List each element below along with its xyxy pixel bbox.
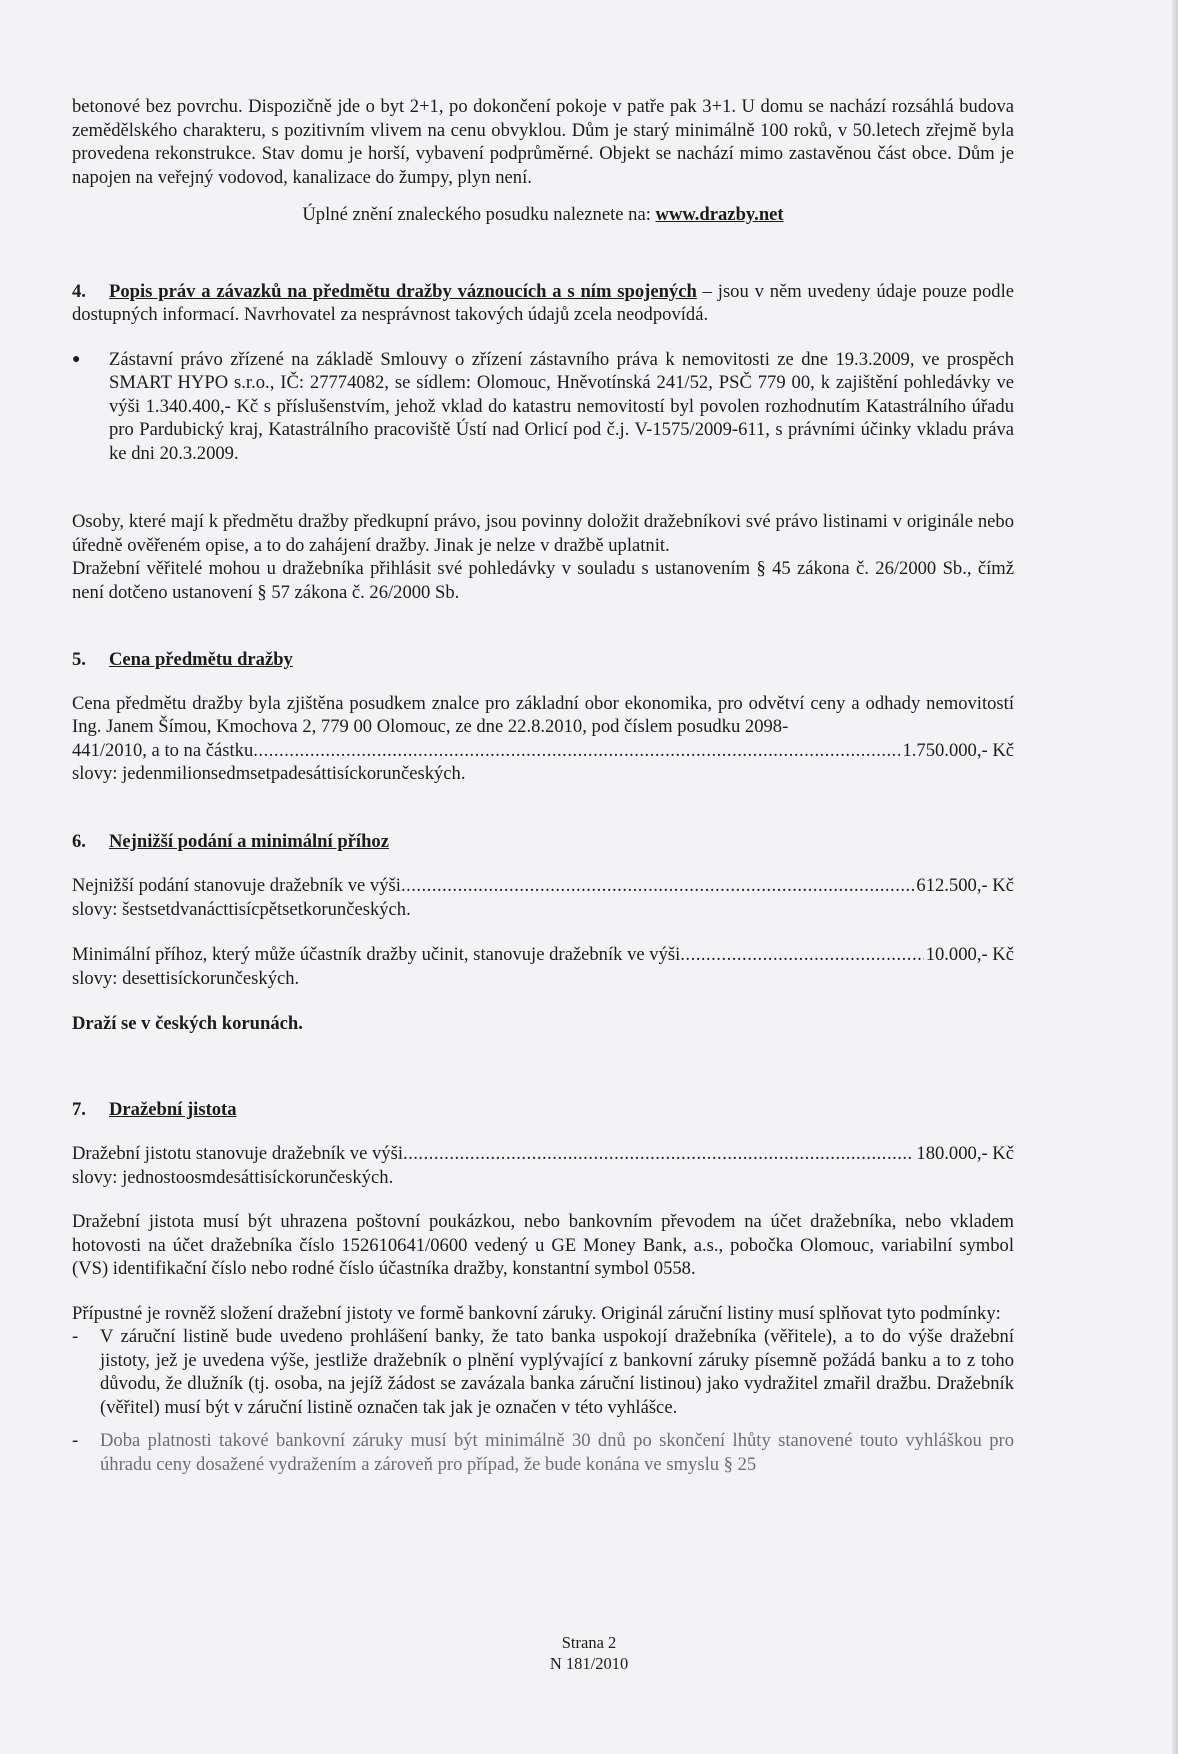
dot-leader: [403, 1142, 914, 1166]
bullet-icon: ●: [72, 351, 81, 367]
section-6-number: 6.: [72, 830, 86, 852]
dot-leader: [401, 874, 914, 898]
section-4-heading: [72, 280, 1014, 327]
document-body: [72, 95, 1014, 1476]
page-number: Strana 2: [561, 1633, 617, 1652]
page-footer: [0, 1632, 1178, 1674]
price-paragraph: Cena předmětu dražby byla zjištěna posudkem znalce pro základní obor ekonomika, pro odvětví ceny a odhady nemovitostí Ing. Janem Šímou, Kmochova 2, 779 00 Olomouc, ze dne 22.8.2010, pod číslem posudku 2098-: [72, 692, 1014, 737]
section-4-title: Popis práv a závazků na předmětu dražby váznoucích a s ním spojených: [109, 280, 697, 302]
currency-note: Draží se v českých korunách.: [72, 1013, 303, 1034]
section-5-heading: [72, 648, 1014, 672]
guarantee-condition-2: [72, 1429, 1014, 1476]
pre-emption-paragraph: Osoby, které mají k předmětu dražby předkupní právo, jsou povinny doložit dražebníkovi své právo listinami v originále nebo úředně ověřeném opise, a to do zahájení dražby. Jinak je nelze v dražbě uplatnit.: [72, 511, 1014, 556]
section-7-number: 7.: [72, 1098, 86, 1120]
section-7-heading: [72, 1098, 1014, 1122]
lien-text: Zástavní právo zřízené na základě Smlouvy o zřízení zástavního práva k nemovitosti ze dne 19.3.2009, ve prospěch SMART HYPO s.r.o., IČ: 27774082, se sídlem: Olomouc, Hněvotínská 241/52, PSČ 779 00, k zajištění pohledávky ve výši 1.340.400,- Kč s příslušenstvím, jehož vklad do katastru nemovitostí byl povolen rozhodnutím Katastrálního úřadu pro Pardubický kraj, Katastrálního pracoviště Ústí nad Orlicí pod č.j. V-1575/2009-611, s právními účinky vkladu práva ke dni 20.3.2009.: [109, 348, 1014, 464]
deposit-words: slovy: jednostoosmdesáttisíckorunčeských.: [72, 1166, 394, 1188]
document-reference: N 181/2010: [549, 1654, 629, 1673]
creditors-paragraph: Dražební věřitelé mohou u dražebníka přihlásit své pohledávky v souladu s ustanovením § 45 zákona č. 26/2000 Sb., čímž není dotčeno ustanovení § 57 zákona č. 26/2000 Sb.: [72, 558, 1014, 603]
page-edge: [1172, 0, 1178, 1754]
lowest-bid-words: slovy: šestsetdvanácttisícpětsetkorunčeských.: [72, 898, 411, 920]
guarantee-condition-1: [72, 1325, 1014, 1419]
drazby-link[interactable]: www.drazby.net: [655, 204, 784, 225]
min-increment-label: Minimální příhoz, který může účastník dražby učinit, stanovuje dražebník ve výši: [72, 944, 681, 965]
section-5-number: 5.: [72, 649, 86, 670]
guarantee-intro: Přípustné je rovněž složení dražební jistoty ve formě bankovní záruky. Originál záruční listiny musí splňovat tyto podmínky:: [72, 1302, 1001, 1324]
section-6-heading: [72, 830, 1014, 854]
min-increment-line: [72, 943, 1014, 967]
price-label: 441/2010, a to na částku: [72, 739, 254, 761]
guarantee-condition-2-text: Doba platnosti takové bankovní záruky musí být minimálně 30 dnů po skončení lhůty stanovené touto vyhláškou pro úhradu ceny dosažené vydražením a zároveň pro případ, že bude konána ve smyslu § 25: [100, 1430, 1014, 1475]
payment-paragraph: Dražební jistota musí být uhrazena poštovní poukázkou, nebo bankovním převodem na účet dražebníka, nebo vkladem hotovosti na účet dražebníka číslo 152610641/0600 vedený u GE Money Bank, a.s., pobočka Olomouc, variabilní symbol (VS) identifikační číslo nebo rodné číslo účastníka dražby, konstantní symbol 0558.: [72, 1211, 1014, 1279]
lowest-bid-label: Nejnižší podání stanovuje dražebník ve výši: [72, 875, 401, 896]
intro-paragraph: betonové bez povrchu. Dispozičně jde o byt 2+1, po dokončení pokoje v patře pak 3+1. U domu se nachází rozsáhlá budova zemědělského charakteru, s pozitivním vlivem na cenu obvyklou. Dům je starý minimálně 100 roků, v 50.letech zřejmě byla provedena rekonstrukce. Stav domu je horší, vybavení podprůměrné. Objekt se nachází mimo zastavěnou část obce. Dům je napojen na veřejný vodovod, kanalizace do žumpy, plyn není.: [72, 96, 1014, 188]
section-7-title: Dražební jistota: [109, 1098, 237, 1120]
lowest-bid-line: [72, 874, 1014, 898]
lien-bullet: [72, 348, 1014, 466]
section-6-title: Nejnižší podání a minimální příhoz: [109, 830, 389, 852]
dash-marker: -: [72, 1326, 79, 1347]
section-4: [72, 280, 1014, 605]
lowest-bid-value: 612.500,- Kč: [916, 875, 1014, 896]
section-6: [72, 830, 1014, 1036]
section-7: [72, 1098, 1014, 1477]
full-text-note: [72, 203, 1014, 227]
section-4-number: 4.: [72, 280, 86, 302]
full-text-label: Úplné znění znaleckého posudku naleznete na:: [302, 204, 656, 225]
section-4-title-rest: – jsou v něm uvedeny údaje pouze podle dostupných informací. Navrhovatel za nesprávnost takových údajů zcela neodpovídá.: [72, 280, 1014, 325]
price-value: 1.750.000,- Kč: [902, 739, 1014, 761]
section-5-title: Cena předmětu dražby: [109, 649, 293, 670]
deposit-value: 180.000,- Kč: [916, 1143, 1014, 1164]
guarantee-condition-1-text: V záruční listině bude uvedeno prohlášení banky, že tato banka uspokojí dražebníka (věřitele), a to do výše dražební jistoty, jež je uvedena výše, jestliže dražebník o plnění vyplývající z bankovní záruky písemně požádá banku a to z toho důvodu, že dlužník (tj. osoba, na jejíž žádost se zavázala banka záruční listinou) jako vydražitel zmařil dražbu. Dražebník (věřitel) musí být v záruční listině označen tak jak je označen v této vyhlášce.: [100, 1326, 1014, 1418]
deposit-label: Dražební jistotu stanovuje dražebník ve výši: [72, 1143, 403, 1164]
dot-leader: [680, 943, 923, 967]
min-increment-words: slovy: desettisíckorunčeských.: [72, 967, 300, 989]
section-5: [72, 648, 1014, 786]
price-line: [72, 739, 1014, 763]
dash-marker: -: [72, 1430, 79, 1451]
price-words: slovy: jedenmilionsedmsetpadesáttisíckorunčeských.: [72, 763, 466, 784]
min-increment-value: 10.000,- Kč: [925, 944, 1014, 965]
deposit-line: [72, 1142, 1014, 1166]
dot-leader: [253, 739, 900, 763]
